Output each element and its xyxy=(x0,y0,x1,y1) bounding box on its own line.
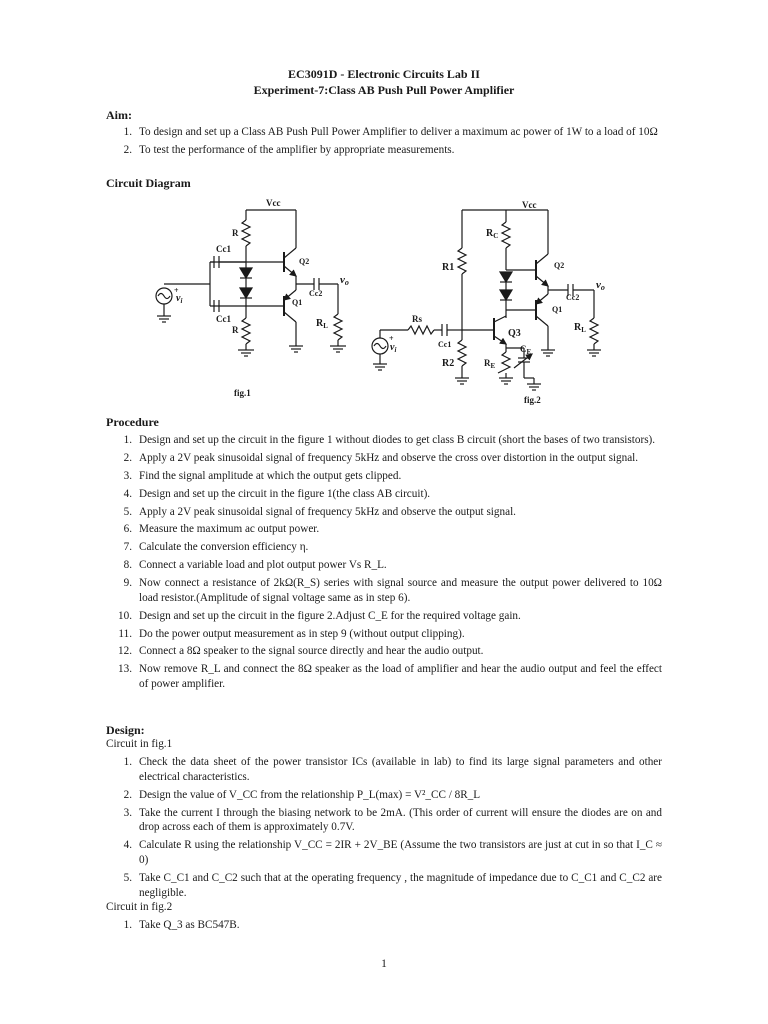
fig1-q1-label: Q1 xyxy=(292,298,303,307)
fig2-plus-sign: + xyxy=(389,334,394,343)
list-item: 1. Check the data sheet of the power transistor ICs (available in lab) to find its large signal parameters and other electrical characteristics. xyxy=(123,756,662,783)
page-number: 1 xyxy=(381,958,387,970)
list-item: 13. Now remove R_L and connect the 8Ω speaker as the load of amplifier and hear the audio output and feel the effect of power amplifier. xyxy=(118,663,662,690)
design-fig1-list xyxy=(106,755,662,900)
fig2-vi-label: $v_i$ xyxy=(390,342,397,354)
fig2-r1-label: R1 xyxy=(442,262,455,273)
fig2-cc1-label: Cc1 xyxy=(438,340,452,349)
fig2-resistor-re xyxy=(498,352,510,373)
list-item: 9. Now connect a resistance of 2kΩ(R_S) series with signal source and measure the output power delivered to 10Ω load resistor.(Amplitude of signal voltage same as in step 6). xyxy=(123,577,662,604)
fig1-circuit xyxy=(156,210,346,356)
list-item: 4. Design and set up the circuit in the figure 1(the class AB circuit). xyxy=(123,487,431,500)
list-item: 12. Connect a 8Ω speaker to the signal source directly and hear the audio output. xyxy=(118,645,484,658)
fig2-q1-label: Q1 xyxy=(552,305,563,314)
fig2-ce-label: $C_E$ xyxy=(520,344,532,356)
fig2-r2-label: R2 xyxy=(442,358,455,369)
experiment-title: Experiment-7:Class AB Push Pull Power Amplifier xyxy=(253,83,515,97)
fig2-resistor-r2 xyxy=(458,340,466,366)
design-fig2-list xyxy=(106,918,662,933)
fig1-cc1-top-label: Cc1 xyxy=(216,244,231,254)
fig1-r-bot-label: R xyxy=(232,325,239,335)
course-title: EC3091D - Electronic Circuits Lab II xyxy=(288,67,480,81)
fig1-r-top-label: R xyxy=(232,228,239,238)
procedure-heading: Procedure xyxy=(106,415,159,429)
list-item: 5. Take C_C1 and C_C2 such that at the operating frequency , the magnitude of impedance due to C_C1 and C_C2 are negligible. xyxy=(123,872,662,899)
design-fig1-label: Circuit in fig.1 xyxy=(106,738,173,750)
fig2-vcc-label: Vcc xyxy=(522,200,537,210)
fig1-vcc-label: Vcc xyxy=(266,198,281,208)
list-item: 4. Calculate R using the relationship V_CC = 2IR + 2V_BE (Assume the two transistors are just at cut in so that I_C ≈ 0) xyxy=(123,839,662,867)
fig2-q2-label: Q2 xyxy=(554,261,565,270)
fig1-diode-1 xyxy=(240,268,252,278)
fig2-rc-label: $R_C$ xyxy=(486,228,499,240)
fig2-rl-label: $R_L$ xyxy=(574,322,586,334)
fig2-q3-label: Q3 xyxy=(508,328,521,339)
fig2-vo-label: vo xyxy=(596,279,605,292)
list-item: 8. Connect a variable load and plot output power Vs R_L. xyxy=(123,559,387,572)
fig1-diode-2 xyxy=(240,288,252,298)
list-item: 3. Find the signal amplitude at which the output gets clipped. xyxy=(123,469,402,482)
fig1-plus-sign: + xyxy=(174,286,179,295)
fig2-diode-1 xyxy=(500,272,512,282)
fig2-resistor-rl xyxy=(590,318,598,344)
list-item: 10. Design and set up the circuit in the figure 2.Adjust C_E for the required voltage gain. xyxy=(118,609,521,622)
list-item: 11. Do the power output measurement as in step 9 (without output clipping). xyxy=(118,627,465,640)
fig2-resistor-r1 xyxy=(458,248,466,274)
design-heading: Design: xyxy=(106,723,145,737)
fig2-diode-2 xyxy=(500,290,512,300)
list-item: 2. Apply a 2V peak sinusoidal signal of frequency 5kHz and observe the cross over distortion in the output signal. xyxy=(123,451,639,464)
fig2-resistor-rc xyxy=(502,222,510,248)
list-item: 6. Measure the maximum ac output power. xyxy=(123,523,320,536)
fig1-cc1-bot-label: Cc1 xyxy=(216,314,231,324)
fig1-resistor-rl xyxy=(334,314,342,340)
fig1-vi-label: $v_i$ xyxy=(176,293,183,305)
fig1-rl-label: $R_L$ xyxy=(316,318,328,330)
list-item: 2. To test the performance of the amplifier by appropriate measurements. xyxy=(123,143,455,156)
fig1-caption: fig.1 xyxy=(234,388,251,398)
fig1-resistor-r-bot xyxy=(242,318,250,344)
list-item: 2. Design the value of V_CC from the relationship P_L(max) = V²_CC / 8R_L xyxy=(123,788,481,801)
aim-heading: Aim: xyxy=(106,108,132,122)
fig2-cc2-label: Cc2 xyxy=(566,293,580,302)
list-item: 5. Apply a 2V peak sinusoidal signal of frequency 5kHz and observe the output signal. xyxy=(123,505,516,518)
list-item: 1. Design and set up the circuit in the figure 1 without diodes to get class B circuit (short the bases of two transistors). xyxy=(123,434,656,446)
fig1-resistor-r-top xyxy=(242,220,250,246)
fig2-resistor-rs xyxy=(408,326,434,334)
fig2-rs-label: Rs xyxy=(412,314,423,324)
procedure-list xyxy=(106,433,662,691)
design-fig2-label: Circuit in fig.2 xyxy=(106,901,173,913)
circuit-diagrams xyxy=(0,0,768,420)
circuit-diagram-heading: Circuit Diagram xyxy=(106,176,191,190)
list-item: 7. Calculate the conversion efficiency η. xyxy=(123,541,309,554)
fig2-re-label: $R_E$ xyxy=(484,358,496,370)
fig1-vo-label: vo xyxy=(340,274,349,287)
fig2-caption: fig.2 xyxy=(524,395,541,405)
list-item: 1. To design and set up a Class AB Push Pull Power Amplifier to deliver a maximum ac power of 1W to a load of 10Ω xyxy=(123,126,658,138)
fig1-cc2-label: Cc2 xyxy=(309,289,323,298)
list-item: 1. Take Q_3 as BC547B. xyxy=(123,919,240,931)
list-item: 3. Take the current I through the biasing network to be 2mA. (This order of current will ensure the diodes are on and drop across each of them is approximately 0.7V. xyxy=(123,806,662,834)
fig1-q2-label: Q2 xyxy=(299,257,310,266)
